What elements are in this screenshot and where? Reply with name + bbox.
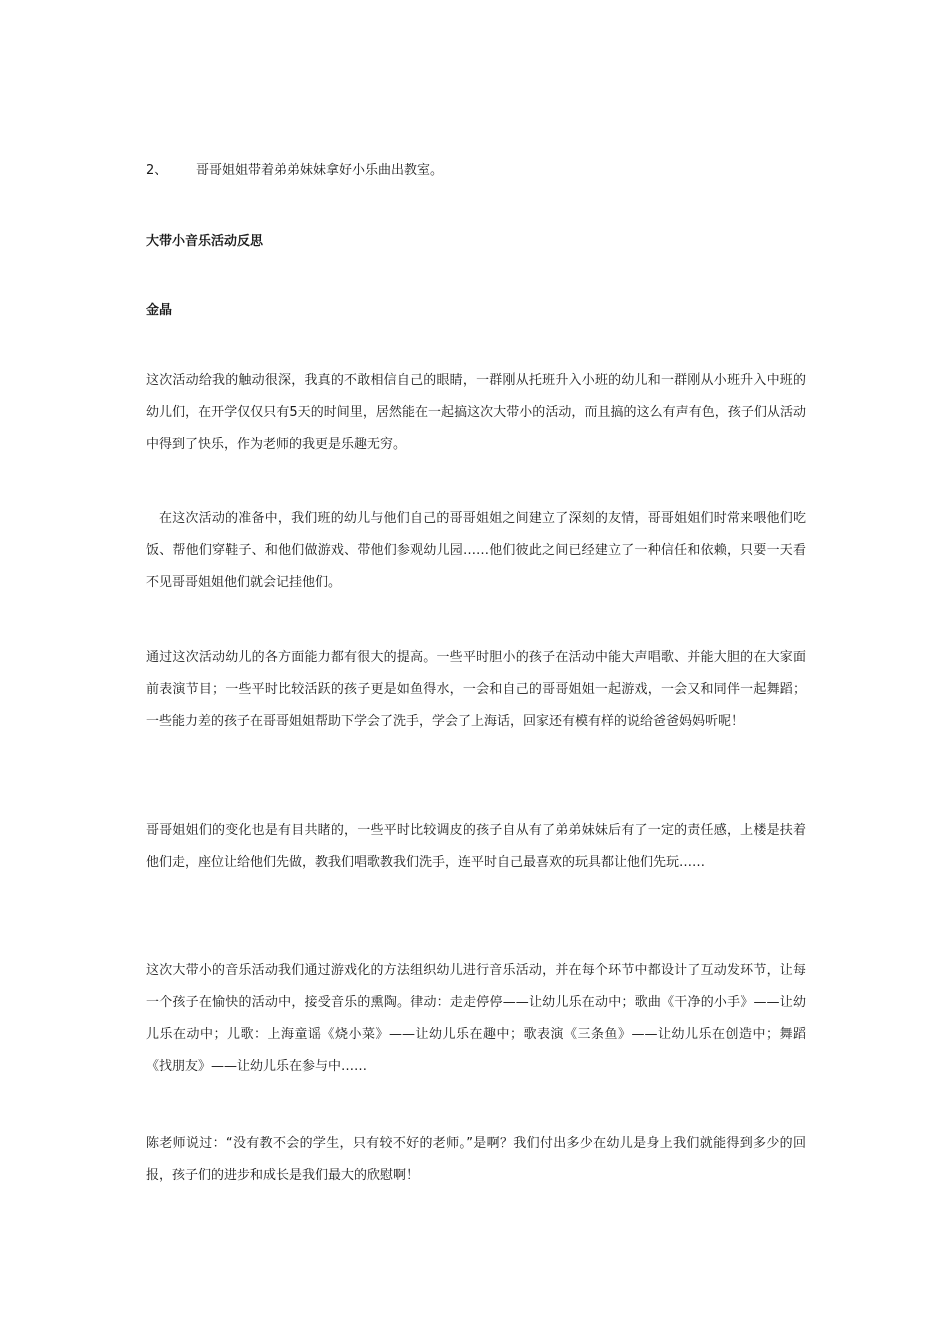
list-number: 2、 <box>146 163 168 178</box>
paragraph-1: 这次活动给我的触动很深，我真的不敢相信自己的眼睛，一群刚从托班升入小班的幼儿和一群刚从小班升入中班的幼儿们，在开学仅仅只有5天的时间里，居然能在一起搞这次大带小的活动，而且搞的这么有声有色，孩子们从活动中得到了快乐，作为老师的我更是乐趣无穷。 <box>146 373 806 452</box>
list-item-text: 哥哥姐姐带着弟弟妹妹拿好小乐曲出教室。 <box>196 163 444 178</box>
paragraph-6: 陈老师说过：“没有教不会的学生，只有较不好的老师。”是啊？我们付出多少在幼儿是身上我们就能得到多少的回报，孩子们的进步和成长是我们最大的欣慰啊！ <box>146 1136 806 1183</box>
author-name: 金晶 <box>146 303 173 318</box>
paragraph-3: 通过这次活动幼儿的各方面能力都有很大的提高。一些平时胆小的孩子在活动中能大声唱歌、并能大胆的在大家面前表演节目；一些平时比较活跃的孩子更是如鱼得水，一会和自己的哥哥姐姐一起游戏，一会又和同伴一起舞蹈；一些能力差的孩子在哥哥姐姐帮助下学会了洗手，学会了上海话，回家还有模有样的说给爸爸妈妈听呢！ <box>146 650 806 729</box>
paragraph-4: 哥哥姐姐们的变化也是有目共睹的，一些平时比较调皮的孩子自从有了弟弟妹妹后有了一定的责任感，上楼是扶着他们走，座位让给他们先做，教我们唱歌教我们洗手，连平时自己最喜欢的玩具都让他们先玩…… <box>146 823 806 870</box>
list-item <box>146 160 443 182</box>
paragraph-5: 这次大带小的音乐活动我们通过游戏化的方法组织幼儿进行音乐活动，并在每个环节中都设计了互动发环节，让每一个孩子在愉快的活动中，接受音乐的熏陶。律动：走走停停——让幼儿乐在动中；歌曲《干净的小手》——让幼儿乐在动中；儿歌：上海童谣《烧小菜》——让幼儿乐在趣中；歌表演《三条鱼》——让幼儿乐在创造中；舞蹈《找朋友》——让幼儿乐在参与中…… <box>146 963 806 1074</box>
document-title: 大带小音乐活动反思 <box>146 234 264 249</box>
paragraph-2: 在这次活动的准备中，我们班的幼儿与他们自己的哥哥姐姐之间建立了深刻的友情，哥哥姐姐们时常来喂他们吃饭、帮他们穿鞋子、和他们做游戏、带他们参观幼儿园……他们彼此之间已经建立了一种信任和依赖，只要一天看不见哥哥姐姐他们就会记挂他们。 <box>146 511 806 590</box>
